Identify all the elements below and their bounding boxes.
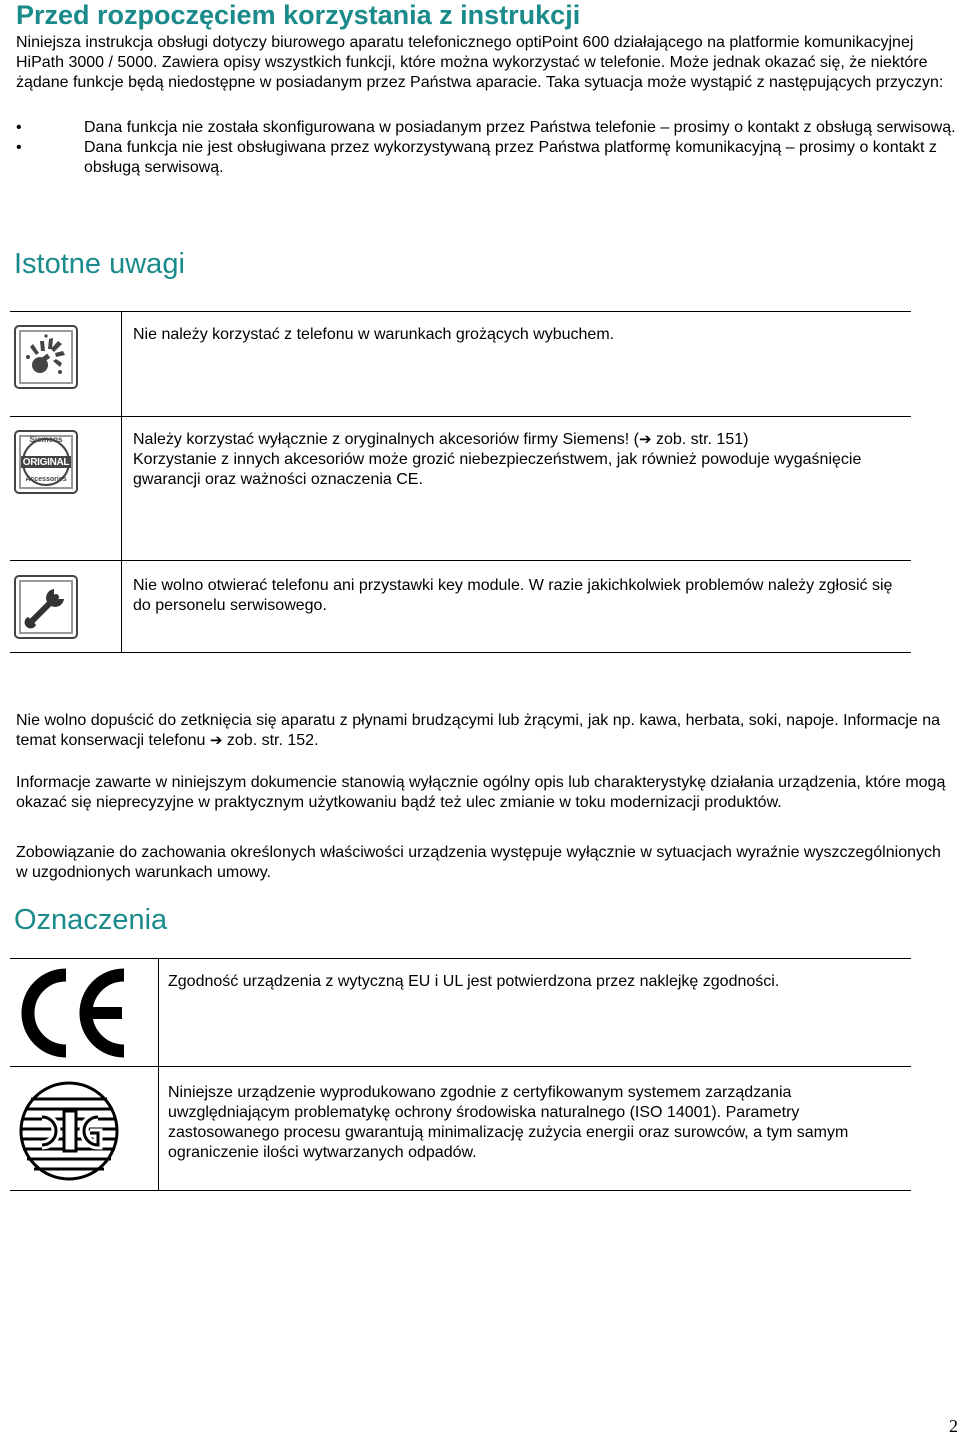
bullet-marker: • — [16, 119, 22, 136]
table-rule — [10, 560, 911, 561]
note-text: Nie należy korzystać z telefonu w warunkach grożących wybuchem. — [133, 326, 615, 343]
info-paragraph: Informacje zawarte w niniejszym dokumencie stanowią wyłącznie ogólny opis lub charakterystykę działania urządzenia, które mogą okazać się nieprecyzyjne w praktycznym użytkowaniu bądź też ulec zmianie w toku modernizacji produktów. — [16, 774, 946, 811]
note-text — [133, 430, 903, 490]
mark-text: Niniejsze urządzenie wyprodukowano zgodnie z certyfikowanym systemem zarządzania uwzględniającym problematykę ochrony środowiska naturalnego (ISO 14001). Parametry zastosowanego procesu gwarantują minimalizację zużycia energii oraz surowców, a tym samym ograniczenie ilości wytwarzanych odpadów. — [168, 1084, 849, 1161]
table-column-rule — [158, 958, 159, 1190]
section-heading-marks: Oznaczenia — [14, 904, 168, 936]
table-rule — [10, 311, 911, 312]
bullet-text: Dana funkcja nie jest obsługiwana przez wykorzystywaną przez Państwa platformę komunikacyjną – prosimy o kontakt z obsługą serwisową. — [84, 139, 937, 176]
arrow-right-icon: ➔ — [209, 732, 223, 749]
bullet-marker: • — [16, 139, 22, 156]
wrench-icon — [14, 575, 78, 639]
table-column-rule — [121, 311, 122, 652]
obligation-paragraph: Zobowiązanie do zachowania określonych właściwości urządzenia występuje wyłącznie w sytuacjach wyraźnie wyszczególnionych w uzgodnionych warunkach umowy. — [16, 844, 941, 881]
mark-text: Zgodność urządzenia z wytyczną EU i UL jest potwierdzona przez naklejkę zgodności. — [168, 973, 780, 990]
logo-text-middle: ORIGINAL — [22, 457, 70, 468]
note-text-part: Należy korzystać wyłącznie z oryginalnych akcesoriów firmy Siemens! ( — [133, 431, 639, 448]
list-item — [16, 138, 956, 178]
section-heading-notes: Istotne uwagi — [14, 248, 185, 280]
logo-text-bottom: Accessories — [25, 476, 67, 483]
environmental-certification-icon — [14, 1079, 124, 1183]
note-text: Nie wolno otwierać telefonu ani przystawki key module. W razie jakichkolwiek problemów należy zgłosić się do personelu serwisowego. — [133, 577, 893, 614]
explosion-hazard-icon — [14, 325, 78, 389]
page-title: Przed rozpoczęciem korzystania z instrukcji — [16, 0, 581, 30]
list-item — [16, 118, 956, 138]
table-rule — [10, 1190, 911, 1191]
ce-mark-icon — [14, 967, 134, 1059]
intro-paragraph: Niniejsza instrukcja obsługi dotyczy biurowego aparatu telefonicznego optiPoint 600 działającego na platformie komunikacyjnej HiPath 3000 / 5000. Zawiera opisy wszystkich funkcji, które można wykorzystać w telefonie. Może jednak okazać się, że niektóre żądane funkcje będą niedostępne w posiadanym przez Państwa aparacie. Taka sytuacja może wystąpić z następujących przyczyn: — [16, 34, 944, 91]
liquids-paragraph — [16, 711, 956, 751]
siemens-original-accessories-icon — [14, 430, 78, 494]
paragraph-text: Nie wolno dopuścić do zetknięcia się aparatu z płynami brudzącymi lub żrącymi, jak np. kawa, herbata, soki, napoje. Informacje na temat konserwacji telefonu — [16, 712, 941, 749]
table-rule — [10, 416, 911, 417]
table-rule — [10, 958, 911, 959]
note-text-part: Korzystanie z innych akcesoriów może grozić niebezpieczeństwem, jak również powoduje wygaśnięcie gwarancji oraz ważności oznaczenia CE. — [133, 451, 862, 488]
table-rule — [10, 1066, 911, 1067]
logo-text-top: Siemens — [29, 435, 63, 444]
table-rule — [10, 652, 911, 653]
page-reference: zob. str. 152. — [222, 732, 319, 749]
page-number: 2 — [949, 1416, 958, 1436]
bullet-list — [16, 118, 956, 178]
arrow-right-icon: ➔ — [638, 431, 652, 448]
page-reference: zob. str. 151) — [651, 431, 749, 448]
bullet-text: Dana funkcja nie została skonfigurowana w posiadanym przez Państwa telefonie – prosimy o kontakt z obsługą serwisową. — [84, 119, 956, 136]
